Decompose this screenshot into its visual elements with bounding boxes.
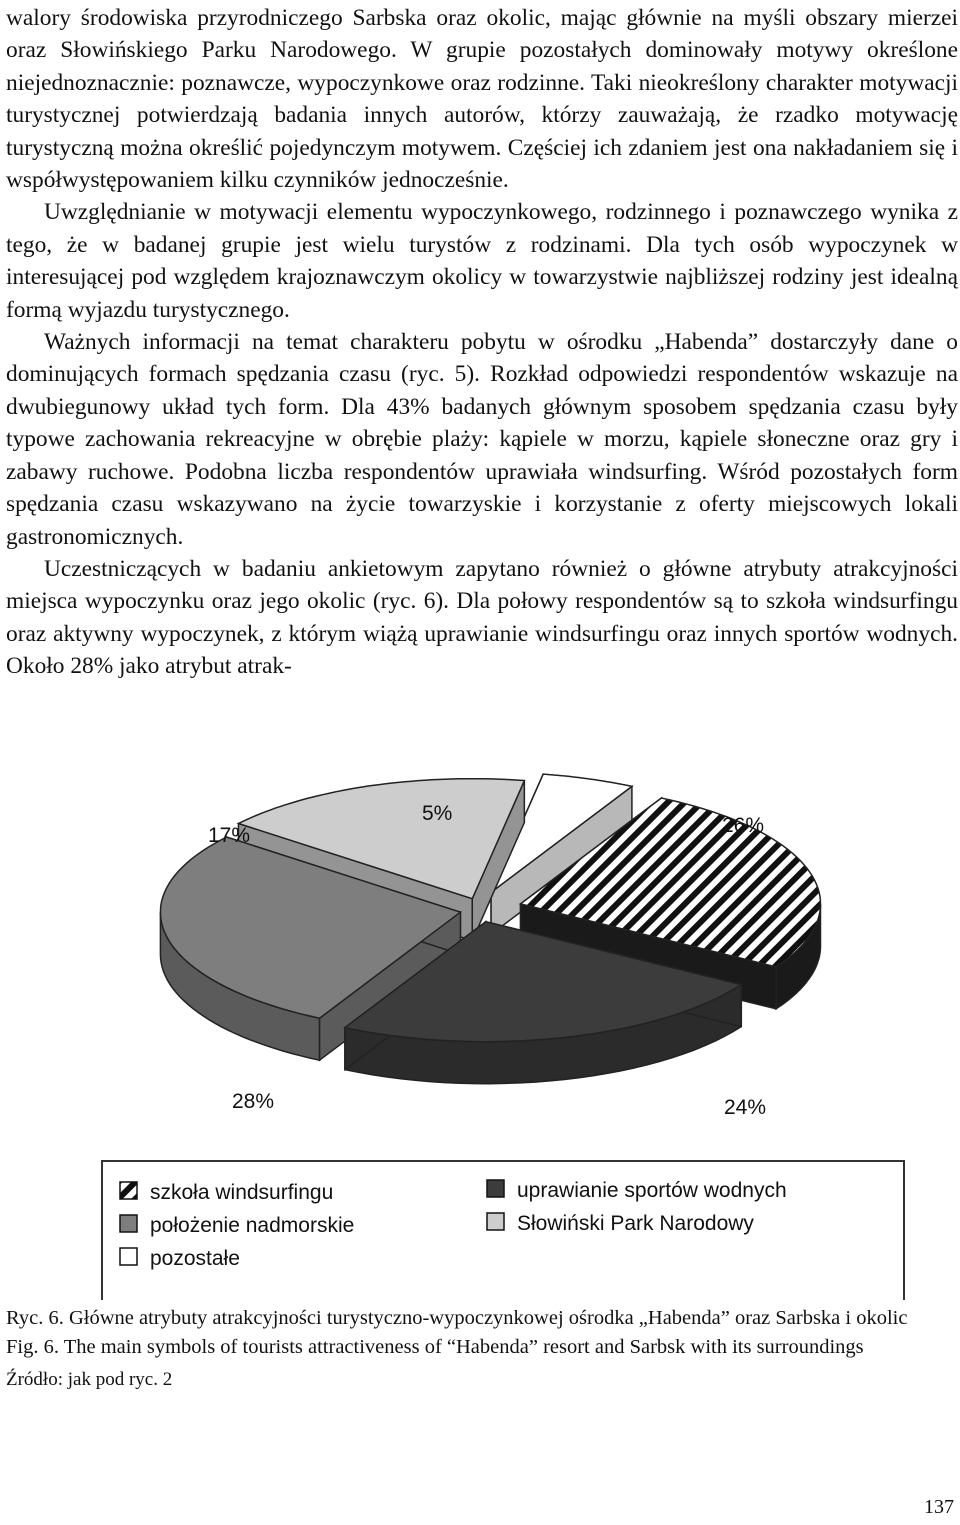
legend-item xyxy=(120,1181,333,1204)
source-note: Źródło: jak pod ryc. 2 xyxy=(6,1369,173,1390)
legend-item xyxy=(487,1212,754,1235)
paragraph-2: Uwzględnianie w motywacji elementu wypoczynkowego, rodzinnego i poznawczego wynika z tego, że w badanej grupie jest wielu turystów z rodzinami. Dla tych osób wypoczynek w interesującej pod względem krajoznawczym okolicy w towarzystwie najbliższej rodziny jest idealną formą wyjazdu turystycznego. xyxy=(6,199,958,323)
legend-label: Słowiński Park Narodowy xyxy=(517,1212,754,1235)
legend-swatch xyxy=(120,1182,137,1199)
legend-swatch xyxy=(487,1180,504,1197)
paragraph-4: Uczestniczących w badaniu ankietowym zapytano również o główne atrybuty atrakcyjności miejsca wypoczynku oraz jego okolic (ryc. 6). Dla połowy respondentów są to szkoła windsurfingu oraz aktywny wypoczynek, z którym wiążą uprawianie windsurfingu oraz innych sportów wodnych. Około 28% jako atrybut atrak- xyxy=(6,555,958,680)
legend-swatch xyxy=(120,1248,137,1265)
caption-english: Fig. 6. The main symbols of tourists attractiveness of “Habenda” resort and Sarbsk with its surroundings xyxy=(6,1336,864,1358)
legend-swatch xyxy=(487,1213,504,1230)
figure-caption xyxy=(6,1304,958,1394)
legend-item xyxy=(487,1179,787,1202)
legend-label: uprawianie sportów wodnych xyxy=(517,1179,787,1202)
slice-value-label: 5% xyxy=(422,802,453,825)
legend-item xyxy=(120,1214,354,1237)
legend-swatch xyxy=(120,1215,137,1232)
body-text xyxy=(6,2,958,683)
slice-value-label: 26% xyxy=(722,814,765,837)
legend-label: szkoła windsurfingu xyxy=(150,1181,334,1204)
slice-value-label: 24% xyxy=(724,1096,767,1119)
paragraph-1: walory środowiska przyrodniczego Sarbska oraz okolic, mając głównie na myśli obszary mierzei oraz Słowińskiego Parku Narodowego. W grupie pozostałych dominowały motywy określone niejednoznacznie: poznawcze, wypoczynkowe oraz rodzinne. Taki nieokreślony charakter motywacji turystycznej potwierdzają badania innych autorów, którzy zauważają, że rzadko motywację turystyczną można określić pojedynczym motywem. Częściej ich zdaniem jest ona nakładaniem się i współwystępowaniem kilku czynników jednocześnie. xyxy=(6,5,958,194)
pie-chart xyxy=(0,770,960,1300)
slice-value-label: 17% xyxy=(208,824,251,847)
legend-label: położenie nadmorskie xyxy=(150,1214,355,1237)
paragraph-3: Ważnych informacji na temat charakteru pobytu w ośrodku „Habenda” dostarczyły dane o dominujących formach spędzania czasu (ryc. 5). Rozkład odpowiedzi respondentów wskazuje na dwubiegunowy układ tych form. Dla 43% badanych głównym sposobem spędzania czasu były typowe zachowania rekreacyjne w obrębie plaży: kąpiele w morzu, kąpiele słoneczne oraz gry i zabawy ruchowe. Podobna liczba respondentów uprawiała windsurfing. Wśród pozostałych form spędzania czasu wskazywano na życie towarzyskie i korzystanie z oferty miejscowych lokali gastronomicznych. xyxy=(6,329,958,550)
caption-polish: Ryc. 6. Główne atrybuty atrakcyjności turystyczno-wypoczynkowej ośrodka „Habenda” oraz Sarbska i okolic xyxy=(6,1307,908,1329)
slice-value-label: 28% xyxy=(232,1090,275,1113)
page-number: 137 xyxy=(924,1496,954,1518)
legend-label: pozostałe xyxy=(150,1247,240,1270)
